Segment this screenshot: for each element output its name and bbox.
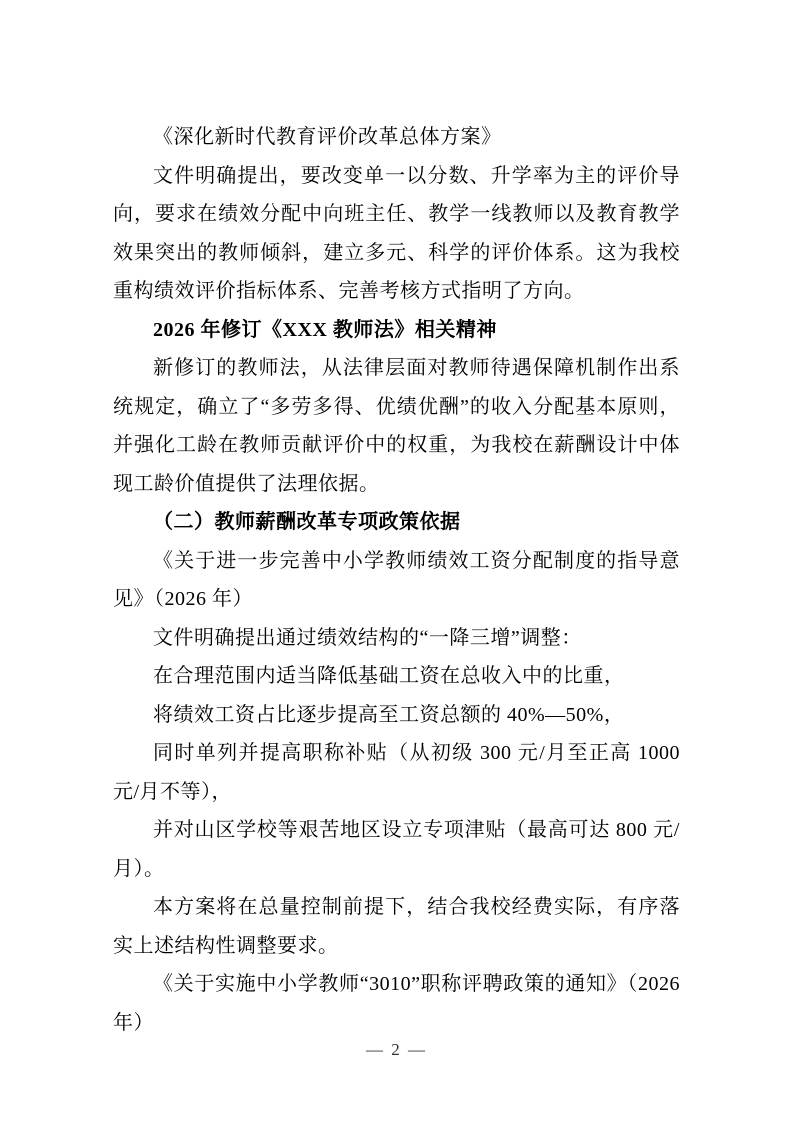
paragraph: 将绩效工资占比逐步提高至工资总额的 40%—50%， [153, 703, 625, 726]
paragraph: 同时单列并提高职称补贴（从初级 300 元/月至正高 1000 元/月不等）， [113, 742, 680, 803]
paragraph: 《深化新时代教育评价改革总体方案》 [153, 126, 502, 148]
paragraph: 《关于实施中小学教师“3010”职称评聘政策的通知》（2026 年） [113, 973, 680, 1034]
paragraph: 文件明确提出，要改变单一以分数、升学率为主的评价导向，要求在绩效分配中向班主任、教学一线教师以及教育教学效果突出的教师倾斜，建立多元、科学的评价体系。这为我校重构绩效评价指标体系、完善考核方式指明了方向。 [113, 164, 680, 302]
page-footer [0, 1040, 793, 1060]
paragraph: 新修订的教师法，从法律层面对教师待遇保障机制作出系统规定，确立了“多劳多得、优绩优酬”的收入分配基本原则，并强化工龄在教师贡献评价中的权重，为我校在薪酬设计中体现工龄价值提供了法理依据。 [113, 357, 680, 495]
section-heading: 2026 年修订《XXX 教师法》相关精神 [153, 318, 497, 341]
paragraph: 文件明确提出通过绩效结构的“一降三增”调整： [153, 626, 582, 649]
paragraph: 《关于进一步完善中小学教师绩效工资分配制度的指导意见》（2026 年） [113, 549, 680, 610]
page-number: — 2 — [366, 1040, 427, 1059]
paragraph: 并对山区学校等艰苦地区设立专项津贴（最高可达 800 元/月）。 [113, 819, 680, 880]
paragraph: 在合理范围内适当降低基础工资在总收入中的比重， [153, 665, 625, 687]
section-heading: （二）教师薪酬改革专项政策依据 [153, 511, 461, 533]
paragraph: 本方案将在总量控制前提下，结合我校经费实际，有序落实上述结构性调整要求。 [113, 896, 680, 957]
document-body [113, 118, 680, 1042]
